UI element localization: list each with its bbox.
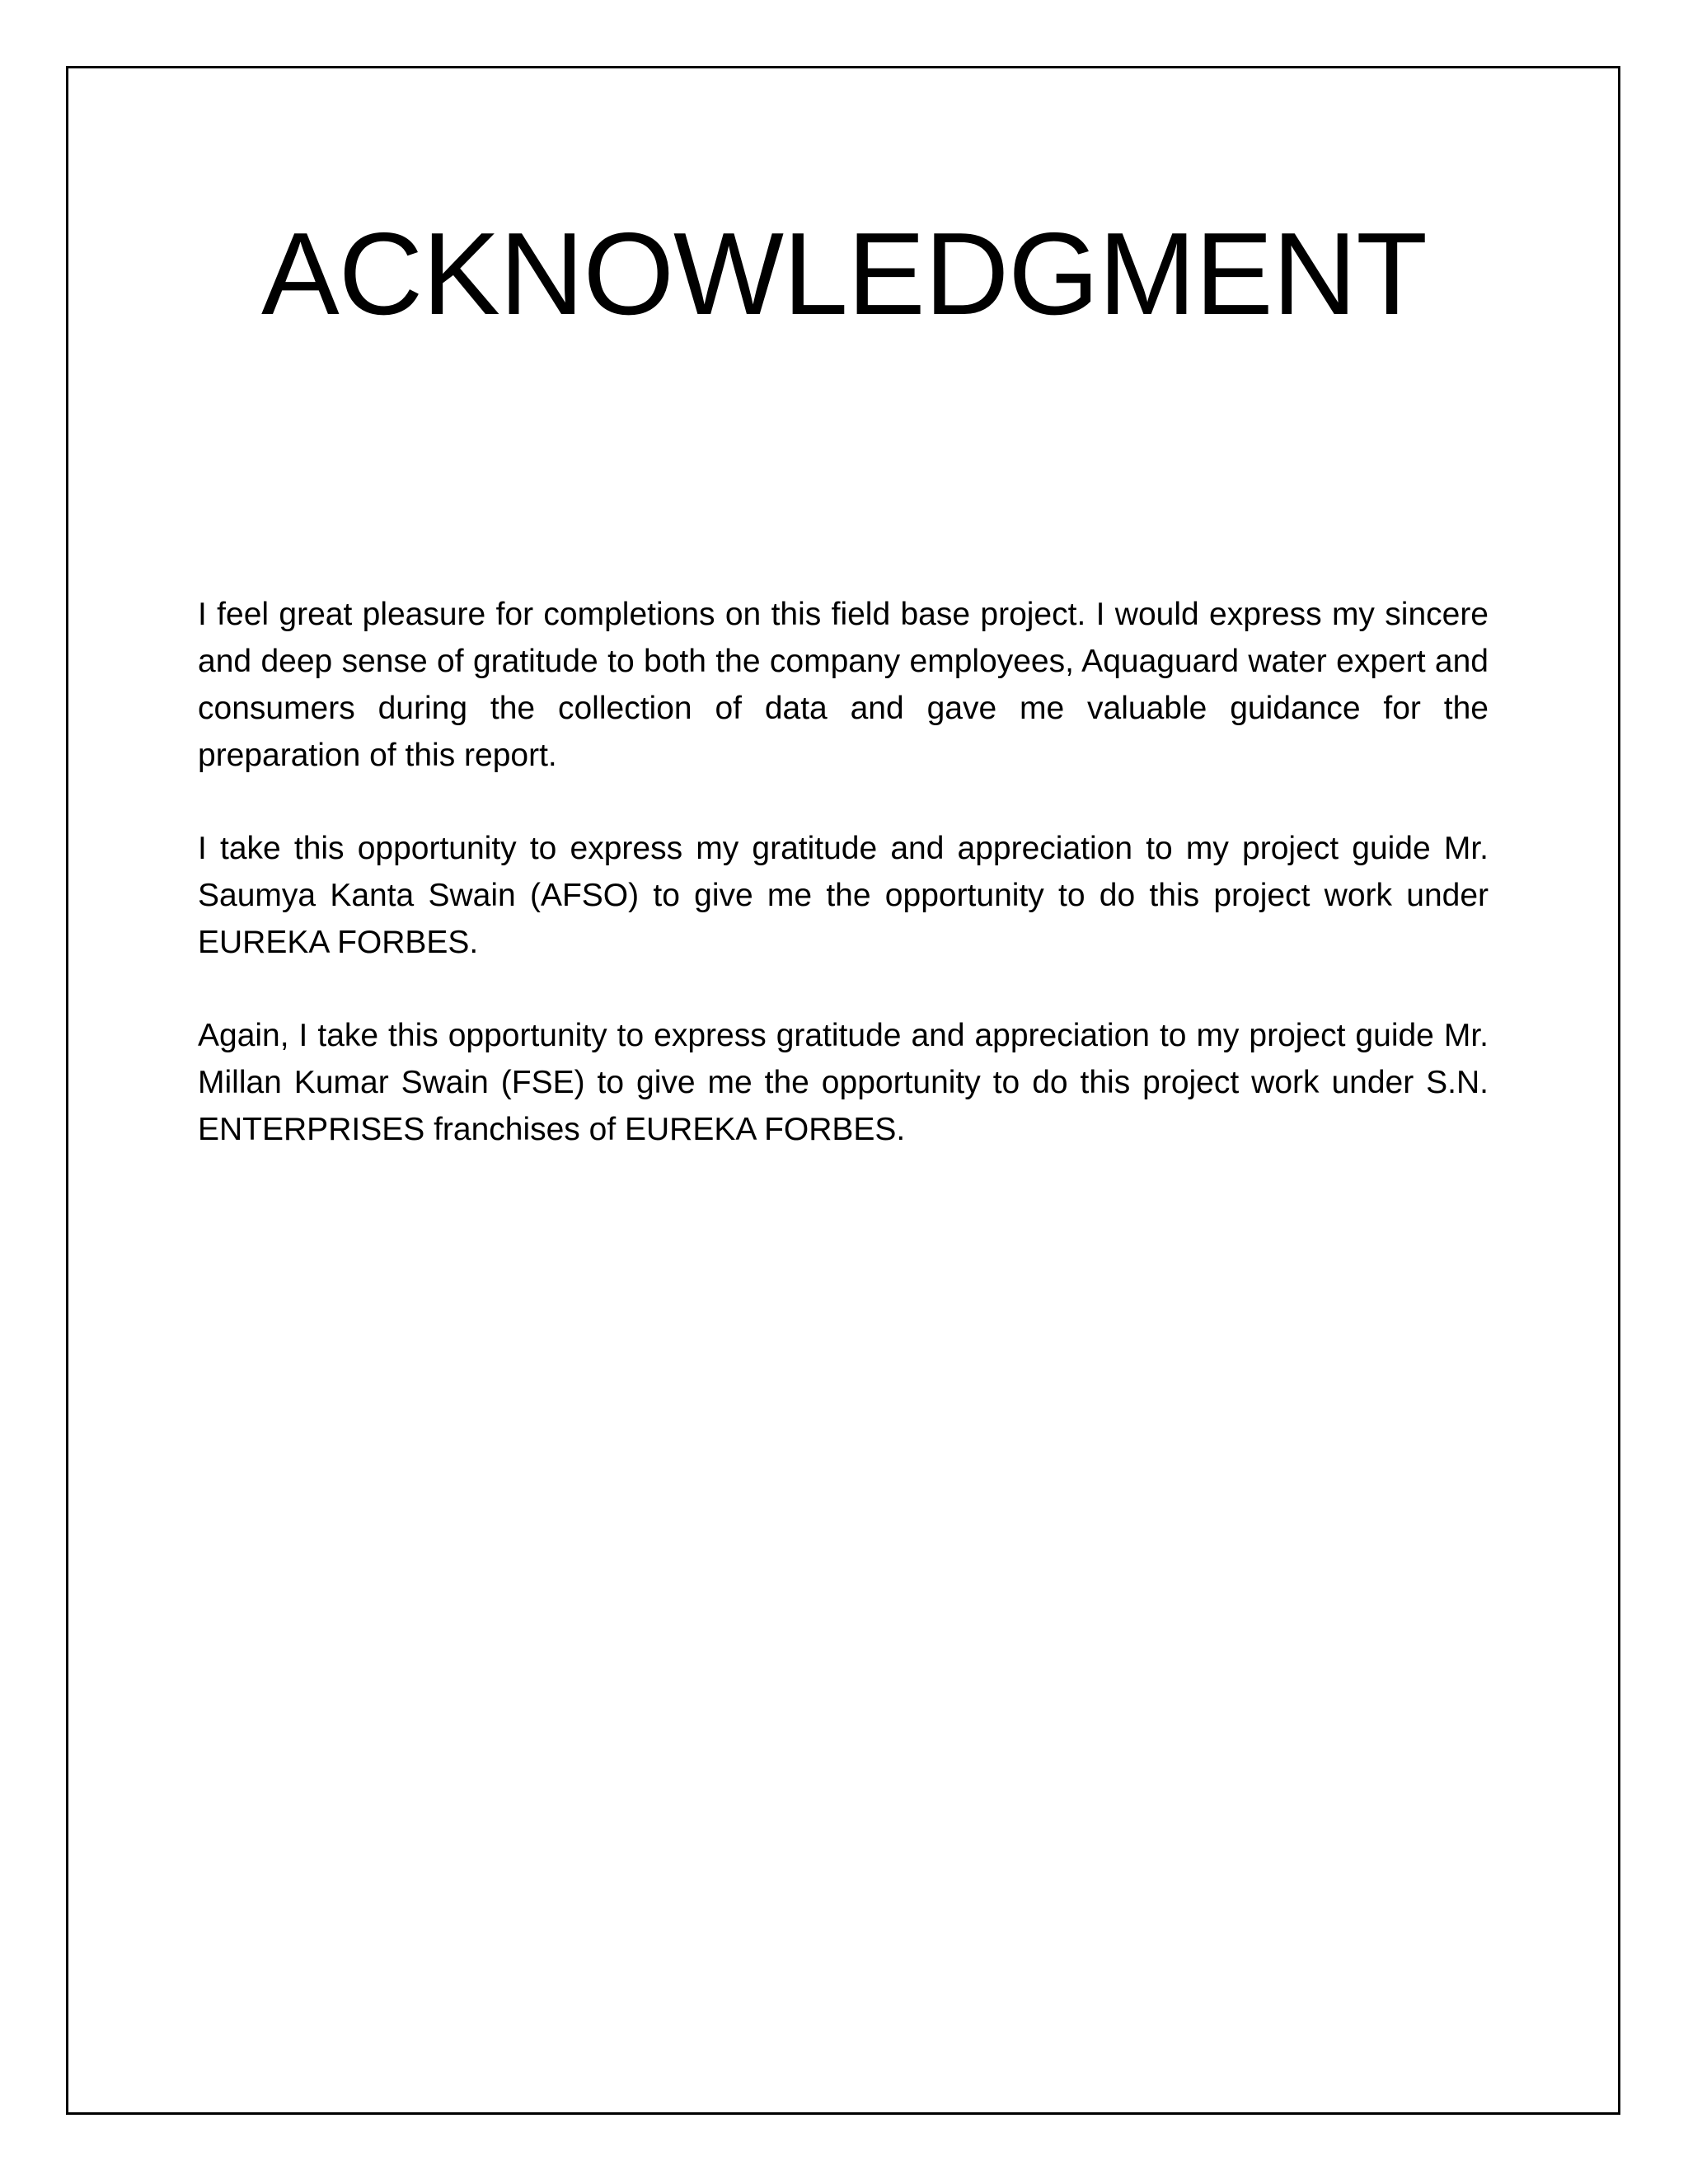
document-body bbox=[198, 591, 1489, 1199]
paragraph-3: Again, I take this opportunity to express gratitude and appreciation to my project guide Mr. Millan Kumar Swain (FSE) to give me the opportunity to do this project work under S.N. ENTERPRISES franchises of EUREKA FORBES. bbox=[198, 1018, 1489, 1147]
paragraph-1: I feel great pleasure for completions on this field base project. I would express my sincere and deep sense of gratitude to both the company employees, Aquaguard water expert and consumers during the collection of data and gave me valuable guidance for the preparation of this report. bbox=[198, 597, 1489, 773]
paragraph-2: I take this opportunity to express my gratitude and appreciation to my project guide Mr. Saumya Kanta Swain (AFSO) to give me the opportunity to do this project work under EUREKA FORBES. bbox=[198, 831, 1489, 960]
page-title: ACKNOWLEDGMENT bbox=[261, 209, 1427, 340]
